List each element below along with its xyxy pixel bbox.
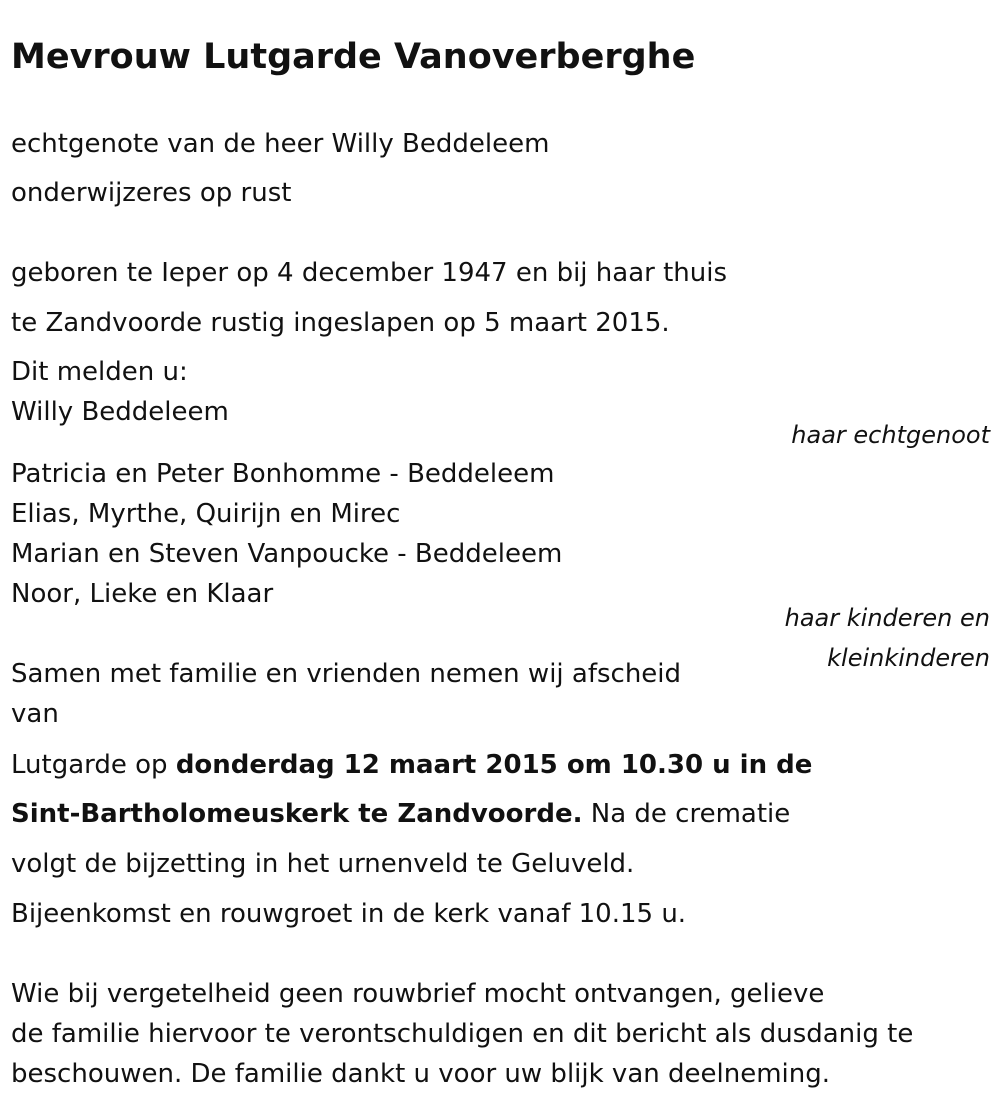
children-relation-1: haar kinderen en xyxy=(784,604,990,632)
children-relation-2: kleinkinderen xyxy=(827,644,990,672)
ceremony-date: donderdag 12 maart 2015 om 10.30 u in de xyxy=(175,750,813,780)
announce-spouse: Willy Beddeleem xyxy=(11,397,229,427)
ceremony-line-2: van xyxy=(11,699,59,729)
ceremony-line-6: Bijeenkomst en rouwgroet in de kerk vanaf 10.15 u. xyxy=(11,899,687,929)
page-title: Mevrouw Lutgarde Vanoverberghe xyxy=(11,37,696,77)
ceremony-line-4-suffix: Na de crematie xyxy=(582,799,791,829)
spouse-relation: haar echtgenoot xyxy=(791,421,990,449)
intro-line-spouse: echtgenote van de heer Willy Beddeleem xyxy=(11,129,550,159)
child-line: Patricia en Peter Bonhomme - Beddeleem xyxy=(11,459,555,489)
announce-heading: Dit melden u: xyxy=(11,357,188,387)
ceremony-location: Sint-Bartholomeuskerk te Zandvoorde. xyxy=(11,799,583,829)
ceremony-line-3-prefix: Lutgarde op xyxy=(11,750,176,780)
child-line: Noor, Lieke en Klaar xyxy=(11,579,274,609)
child-line: Marian en Steven Vanpoucke - Beddeleem xyxy=(11,539,563,569)
ceremony-line-4 xyxy=(11,799,790,829)
ceremony-line-1: Samen met familie en vrienden nemen wij afscheid xyxy=(11,659,682,689)
closing-line-3: beschouwen. De familie dankt u voor uw blijk van deelneming. xyxy=(11,1059,830,1089)
birth-line-2: te Zandvoorde rustig ingeslapen op 5 maart 2015. xyxy=(11,308,670,338)
closing-line-2: de familie hiervoor te verontschuldigen en dit bericht als dusdanig te xyxy=(11,1019,914,1049)
ceremony-line-3 xyxy=(11,750,812,780)
intro-line-profession: onderwijzeres op rust xyxy=(11,178,292,208)
birth-line-1: geboren te Ieper op 4 december 1947 en bij haar thuis xyxy=(11,258,728,288)
closing-line-1: Wie bij vergetelheid geen rouwbrief mocht ontvangen, gelieve xyxy=(11,979,825,1009)
child-line: Elias, Myrthe, Quirijn en Mirec xyxy=(11,499,401,529)
ceremony-line-5: volgt de bijzetting in het urnenveld te Geluveld. xyxy=(11,849,635,879)
